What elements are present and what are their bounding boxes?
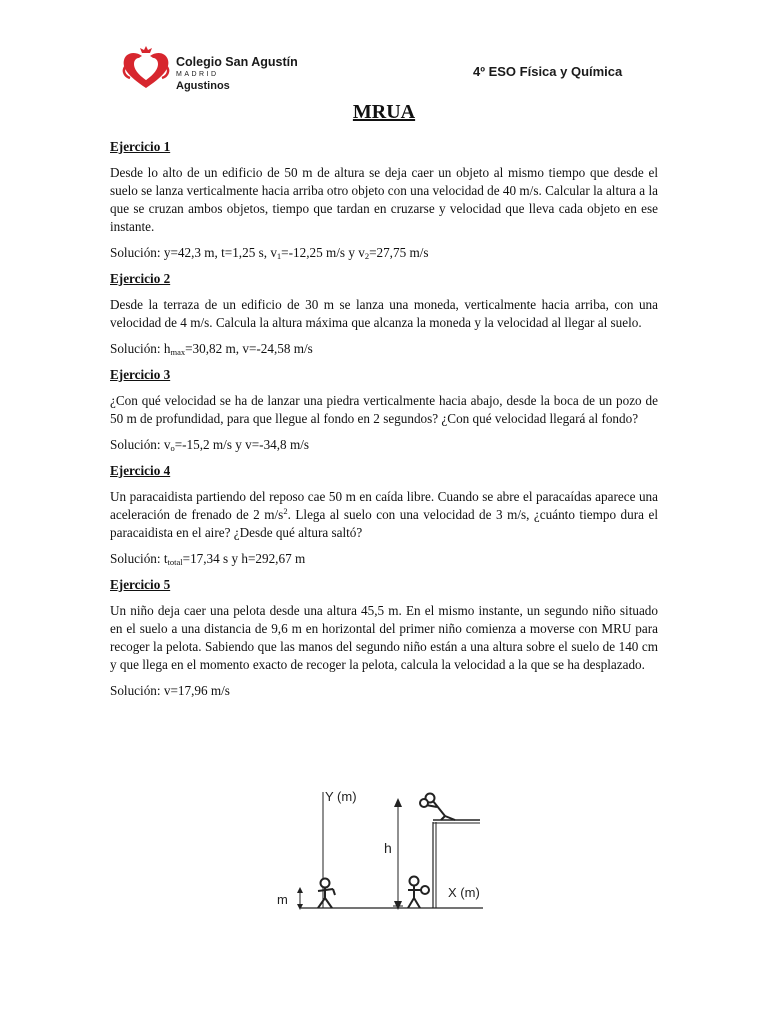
course-label: 4º ESO Física y Química: [473, 64, 623, 79]
m-label: m: [277, 892, 288, 907]
exercise-statement: Un niño deja caer una pelota desde una altura 45,5 m. En el mismo instante, un segundo niño situado en el suelo a una distancia de 9,6 m en horizontal del primer niño comienza a moverse con MRU para recoger la pelota. Sabiendo que las manos del segundo niño están a una altura sobre el suelo de 140 cm y que llega en el momento exacto de recoger la pelota, calcula la velocidad a la que se ha desplazado.: [110, 603, 658, 672]
x-axis-label: X (m): [448, 885, 480, 900]
height-label: h: [384, 840, 392, 856]
exercise-statement: Desde la terraza de un edificio de 30 m se lanza una moneda, verticalmente hacia arriba, con una velocidad de 4 m/s. Calcula la altura máxima que alcanza la moneda y la velocidad al llegar al suelo.: [110, 297, 658, 330]
exercise-heading: Ejercicio 2: [110, 271, 171, 286]
exercise-solution: Solución: y=42,3 m, t=1,25 s, $v_1=-12,25$ m/s y $v_2=27,75$ m/s: [110, 245, 429, 261]
page-header: [0, 0, 768, 100]
exercise-4: [110, 462, 658, 568]
school-logo: [118, 46, 174, 92]
child-near-building-icon: [408, 877, 429, 909]
exercise-heading: Ejercicio 3: [110, 367, 171, 382]
exercise-heading: Ejercicio 1: [110, 139, 171, 154]
exercise-heading: Ejercicio 5: [110, 577, 171, 592]
running-child-icon: [318, 879, 335, 909]
exercise-statement: Un paracaidista partiendo del reposo cae 50 m en caída libre. Cuando se abre el paracaídas aparece una aceleración de frenado de 2 $m/s^2$. Llega al suelo con una velocidad de 3 m/s, ¿cuánto tiempo dura el paracaidista en el aire? ¿Desde qué altura saltó?: [110, 489, 658, 540]
exercise-list: [110, 138, 658, 708]
school-city: MADRID: [176, 71, 219, 78]
exercise-solution: Solución: v=17,96 m/s: [110, 683, 230, 698]
school-name: Colegio San Agustín: [176, 55, 298, 69]
y-axis-label: Y (m): [325, 789, 357, 804]
exercise-3: [110, 366, 658, 454]
exercise-statement: Desde lo alto de un edificio de 50 m de altura se deja caer un objeto al mismo tiempo que desde el suelo se lanza verticalmente hacia arriba otro objeto con una velocidad de 40 m/s. Calcular la altura a la que se cruzan ambos objetos, tiempo que tardan en cruzarse y velocidad que lleva cada objeto en ese instante.: [110, 165, 658, 234]
page-title: MRUA: [352, 101, 416, 123]
exercise-solution: Solución: $v_o=-15,2$ m/s y v=-34,8 m/s: [110, 437, 309, 453]
child-on-terrace-icon: [420, 794, 455, 821]
exercise-5-diagram: [265, 780, 495, 918]
exercise-solution: Solución: $h_{max}=30,82$ m, v=-24,58 m/s: [110, 341, 313, 357]
school-order: Agustinos: [176, 80, 230, 92]
school-name-block: [176, 55, 298, 92]
exercise-heading: Ejercicio 4: [110, 463, 171, 478]
exercise-solution: Solución: $t_{total}=17,34$ s y h=292,67 m: [110, 551, 306, 567]
exercise-2: [110, 270, 658, 358]
exercise-statement: ¿Con qué velocidad se ha de lanzar una piedra verticalmente hacia abajo, desde la boca de un pozo de 50 m de profundidad, para que llegue al fondo en 2 segundos? ¿Con qué velocidad llegará al fondo?: [110, 393, 658, 426]
exercise-5: [110, 576, 658, 700]
exercise-1: [110, 138, 658, 262]
